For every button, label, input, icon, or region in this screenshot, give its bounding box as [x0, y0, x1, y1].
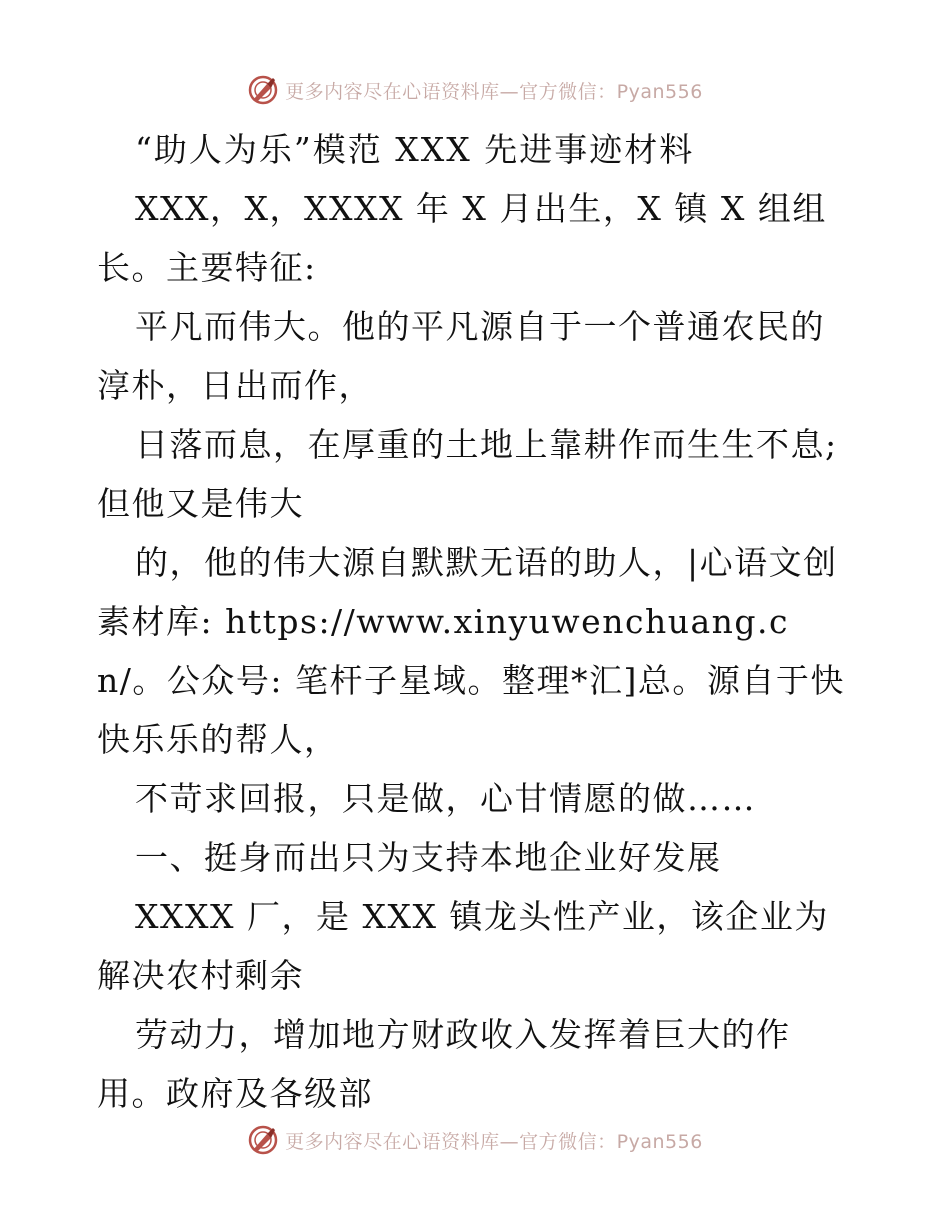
- pen-logo-icon: [247, 1124, 279, 1156]
- footer-banner-text: 更多内容尽在心语资料库—官方微信：Pyan556: [285, 1130, 703, 1153]
- paragraph-5: 不苛求回报，只是做，心甘情愿的做……: [135, 779, 756, 818]
- paragraph-6: XXXX 厂，是 XXX 镇龙头性产业，该企业为解决农村剩余: [97, 897, 829, 995]
- footer-banner: [0, 1120, 950, 1160]
- document-title: “助人为乐”模范 XXX 先进事迹材料: [135, 130, 695, 169]
- header-banner-text: 更多内容尽在心语资料库—官方微信：Pyan556: [285, 80, 703, 103]
- paragraph-2: 平凡而伟大。他的平凡源自于一个普通农民的淳朴，日出而作，: [97, 307, 825, 405]
- document-body: [97, 120, 857, 1123]
- paragraph-3: 日落而息，在厚重的土地上靠耕作而生生不息;但他又是伟大: [97, 425, 838, 523]
- section-heading-1: 一、挺身而出只为支持本地企业好发展: [135, 838, 722, 877]
- pen-logo-icon: [247, 74, 279, 106]
- paragraph-7: 劳动力，增加地方财政收入发挥着巨大的作用。政府及各级部: [97, 1015, 791, 1113]
- paragraph-1: XXX，X，XXXX 年 X 月出生，X 镇 X 组组长。主要特征:: [97, 189, 827, 287]
- header-banner: [0, 70, 950, 110]
- paragraph-4: 的，他的伟大源自默默无语的助人，|心语文创素材库: https://www.xinyuwenchuang.cn/。公众号: 笔杆子星域。整理*汇]总。源自于快快乐乐的帮人，: [97, 543, 845, 759]
